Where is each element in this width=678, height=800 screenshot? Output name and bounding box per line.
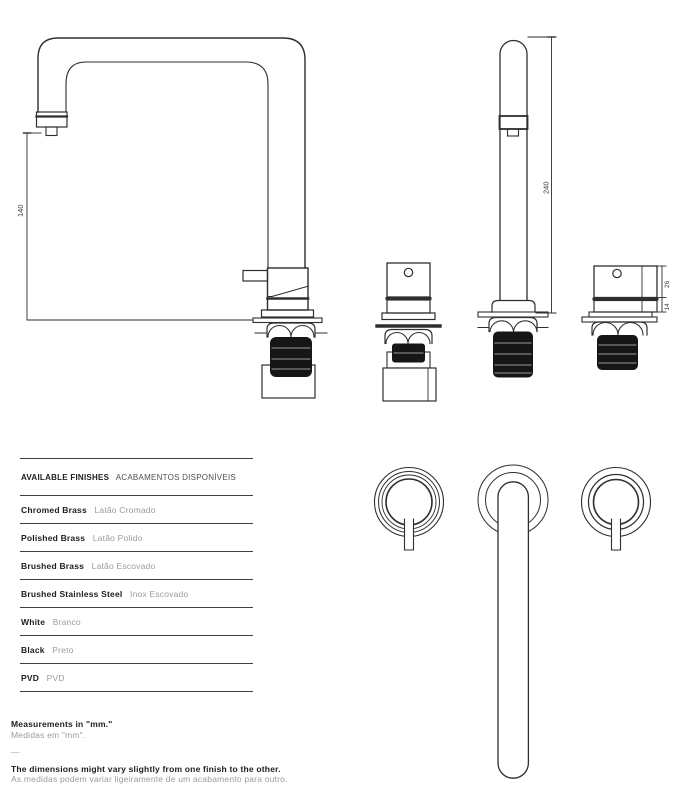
finish-pt: Latão Polido (92, 533, 143, 543)
finish-en: White (21, 617, 46, 627)
finish-row-brushed-stainless-steel (20, 580, 253, 608)
finish-row-brushed-brass (20, 552, 253, 580)
handle-knob (386, 479, 432, 525)
finish-pt: Latão Cromado (94, 505, 156, 515)
finishes-header-pt: ACABAMENTOS DISPONÍVEIS (115, 473, 236, 482)
note-separator: — (11, 747, 20, 757)
dim-14-label: 14 (664, 303, 671, 311)
finishes-header-en: AVAILABLE FINISHES (21, 473, 110, 482)
base-plate (262, 310, 314, 317)
finish-pt: Latão Escovado (91, 561, 156, 571)
base-flange (492, 301, 535, 313)
finish-en: Black (21, 645, 45, 655)
nut-facets (593, 323, 643, 336)
base-plate (382, 313, 435, 320)
finish-pt: PVD (46, 673, 65, 683)
spout-collar (500, 116, 528, 129)
available-finishes-table (20, 458, 253, 692)
base-plate (589, 312, 652, 317)
aerator-nub (508, 129, 519, 136)
threaded-shank (270, 337, 312, 377)
dim-240-label: 240 (541, 181, 551, 194)
faucet-body (268, 268, 309, 310)
threaded-shank (493, 332, 533, 378)
handle-base (387, 300, 430, 313)
handle-top-view-right (582, 468, 651, 551)
finish-en: PVD (21, 673, 40, 683)
spout-arm (498, 482, 528, 778)
handle-top-view-left (375, 468, 444, 551)
threaded-shank (597, 335, 638, 370)
faucet-side-view (16, 38, 327, 398)
handle-body (594, 266, 657, 298)
lever-stem (612, 519, 621, 550)
finish-row-white (20, 608, 253, 636)
finish-en: Chromed Brass (21, 505, 87, 515)
spout-outline-outer (38, 38, 305, 268)
deck-plate (582, 317, 657, 322)
spout-outline-inner (66, 62, 268, 268)
aerator-nub (46, 127, 57, 136)
nut-facets (490, 321, 537, 332)
note-variance-en: The dimensions might vary slightly from one finish to the other. (11, 763, 281, 774)
finish-row-chromed-brass (20, 496, 253, 524)
handle-base (594, 301, 657, 313)
dim-140-label: 140 (16, 204, 25, 217)
note-measurements-en: Measurements in "mm." (11, 719, 113, 729)
measurement-notes (11, 719, 351, 785)
lever-handle (243, 271, 268, 282)
nut-facets (386, 333, 430, 344)
note-measurements-pt: Medidas em "mm". (11, 729, 86, 740)
spout-tip (37, 112, 68, 127)
dim-140 (24, 133, 42, 320)
finish-en: Brushed Stainless Steel (21, 589, 123, 599)
finish-pt: Inox Escovado (130, 589, 189, 599)
spout-top-view (478, 465, 548, 778)
finish-pt: Branco (52, 617, 81, 627)
deck-flange (253, 318, 322, 323)
handle-front-view-right (582, 266, 671, 370)
finish-row-pvd (20, 664, 253, 692)
finish-row-black (20, 636, 253, 664)
finish-en: Polished Brass (21, 533, 86, 543)
nut-facets (268, 326, 314, 338)
finishes-table-header (20, 459, 253, 496)
dim-26-label: 26 (664, 280, 671, 288)
spout-front-view (478, 37, 556, 378)
body-detail-line (268, 287, 308, 297)
dim-240 (528, 37, 556, 313)
spout-tube (500, 41, 527, 301)
finish-pt: Preto (52, 645, 74, 655)
lever-stem (405, 519, 414, 550)
handle-pin (613, 269, 621, 277)
note-variance-pt: As medidas podem variar ligeiramente de um acabamento para outro. (11, 774, 288, 784)
finish-row-polished-brass (20, 524, 253, 552)
handle-knob (594, 480, 639, 525)
handle-pin (404, 268, 412, 276)
finish-en: Brushed Brass (21, 561, 85, 571)
handle-front-view-left (377, 263, 440, 401)
